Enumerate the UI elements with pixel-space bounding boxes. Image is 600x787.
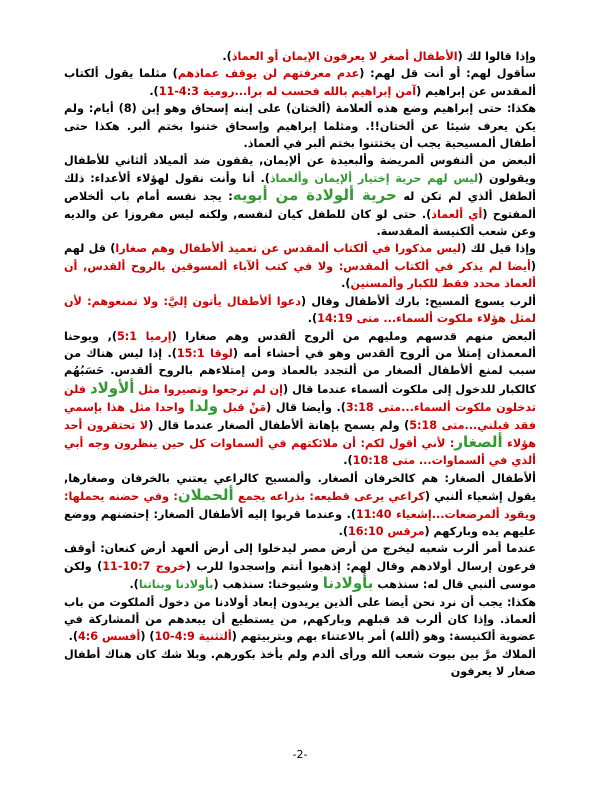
highlighted-text: ألأولاد [89, 378, 135, 397]
body-text: ) ( [140, 630, 155, 644]
paragraph [64, 100, 536, 152]
body-text: ). إذا ليس هناك من سبب لمنع ألأطفال ألصغار من ألتجدد بالعماذ ومن إمتلاءهم بالروح ألقدس. حَسَبُهُم كالكبار للدخول إلى ملكوت ألسماء عندما قال ( [64, 346, 536, 396]
body-text: عندما أمر ألرب شعبه ليخرج من أرض مصر ليدخلوا إلى أرض ألعهد أرض كنعان: أوقف فرعون إرسال أولادهم وقال لهم: إذهبوا أنتم وإسجدوا للرب ( [64, 542, 536, 573]
highlighted-text: أفسس 4:6 [78, 630, 141, 644]
body-text: ). أنا وأنت نقول لهؤلاء ألأعداء: ذلك ألطفل ألذي لم تكن له [64, 171, 536, 204]
page-number: -2- [292, 748, 308, 761]
body-text: ). [222, 50, 232, 63]
body-text: ). [343, 454, 353, 468]
body-text: وإذا قيل لك ( [461, 242, 536, 256]
body-text: ألبعض من ألنفوس ألمريضة وألبعيدة عن ألإيمان, يقفون ضد ألميلاد ألثاني للأطفال ويقولون ( [64, 154, 536, 185]
paragraph [64, 240, 536, 292]
highlighted-text: بأولادنا وبناتنا [138, 578, 214, 592]
body-text: ألبعض منهم قدسهم ومليهم من ألروح ألقدس وهم صغارا ( [171, 329, 536, 343]
highlighted-text: فلن تدخلون ملكوت ألسماء...متى 3:18 [64, 382, 536, 415]
highlighted-text: بأولادنا [322, 574, 374, 593]
highlighted-text: حرية ألولادة من أبويه [232, 186, 397, 205]
body-text: ). [338, 524, 348, 538]
highlighted-text: الأطفال أصغر لا يعرفون الإيمان أو العماذ [231, 50, 458, 63]
body-text: ) ولكن موسى ألنبي قال له: سنذهب [64, 559, 536, 592]
paragraph [64, 293, 536, 328]
highlighted-text: كراعي يرعى قطيعه: بذراعه يجمع [233, 490, 425, 504]
highlighted-text: ليس لهم حرية إختيار ألإيمان وألعماذ [269, 171, 479, 185]
body-text: ألأطفال ألصغار: هم كالخرفان ألصغار. وألمسيح كالراعي يعتني بالخرفان وصغارها, يقول إشعياء ألنبي ( [64, 471, 536, 504]
paragraph [64, 540, 536, 593]
body-text: ). حتى لو كان للطفل كيان لنفسه, ولكنه ليس مفروزا عن والديه وعن شعب ألكنيسة ألمقدسة. [64, 207, 536, 239]
highlighted-text: : لأني أقول لكم: أن ملائكتهم في ألسماوات كل حين ينظرون وجه أبي ألذي في ألسماوات... متى 10:18 [64, 436, 536, 468]
highlighted-text: واحدا مثل هذا بإسمي فقد قبلني...متى 5:18 [64, 401, 537, 432]
highlighted-text: آمن إبراهيم بالله فحسب له برا...رومية 4:3-11 [158, 84, 417, 98]
body-text: ) مثلما يقول ألكتاب ألمقدس عن إبراهيم ( [64, 67, 536, 98]
highlighted-text: إرميا 5:1 [116, 329, 172, 343]
highlighted-text: أي ألعماذ [431, 207, 483, 221]
body-text: ). وأيضا قال ( [266, 401, 346, 415]
body-text: ). [68, 630, 79, 644]
highlighted-text: عدم معرفتهم لن يوقف عماذهم [177, 67, 360, 81]
paragraph [64, 470, 536, 541]
paragraph [64, 646, 536, 681]
highlighted-text: ألحملان [177, 486, 234, 505]
highlighted-text: لوقا 15:1 [176, 346, 233, 360]
highlighted-text: لا تحتقرون أحد هؤلاء [64, 418, 537, 450]
body-text: ). [307, 312, 318, 326]
paragraph [64, 328, 536, 470]
body-text: : يجد نفسه أمام باب ألخلاص ألمفتوح ( [64, 190, 536, 221]
body-text: ). وعندما قربوا إليه ألأطفال ألصغار: إحتضنهم ووضع عليهم يده وباركهم ( [64, 507, 536, 538]
highlighted-text: ألتثنية 4:9-10 [154, 630, 232, 644]
highlighted-text: ألصغار [454, 432, 503, 451]
paragraph [64, 48, 536, 65]
highlighted-text: مرقس 16:10 [347, 524, 425, 538]
body-text: وإذا قالوا لك ( [457, 50, 536, 63]
body-text: ) ولم يسمح بإهانة ألأطفال ألصغار عندما قال ( [148, 418, 410, 432]
body-text: ألملاك مرَّ بين بيوت شعب ألله ورأى ألدم ولم يأخذ بكورهم. وبلا شك كان هناك أطفال صغار لا يعرفون [64, 647, 536, 679]
highlighted-text: مَنْ قبل [218, 401, 267, 415]
highlighted-text: خروج 10:7-11 [102, 559, 186, 573]
highlighted-text: : وفي حضنه يحملها: ويقود ألمرضعات...إشعياء 11:40 [64, 490, 536, 521]
highlighted-text: أيضا لم يذكر في ألكتاب ألمقدس: ولا في كتب ألآباء ألمسوقين بالروح ألقدس, أن ألعماذ محدد فقط للكبار وألمسنين [64, 259, 536, 291]
body-text: ). [149, 84, 159, 98]
body-text: سأقول لهم: أو أنت قل لهم: ( [359, 67, 536, 81]
highlighted-text: ليس مذكورا في ألكتاب ألمقدس عن تعميذ ألأطفال وهم صغارا [115, 242, 462, 256]
body-text: ), ويوحنا ألمعمذان إمتلأ من ألروح ألقدس وهو في أحشاء أمه ( [64, 329, 537, 360]
paragraph [64, 65, 536, 100]
body-text: هكذا: يجب أن نرد نحن أيضا على ألذين يريدون إبعاد أولادنا من دخول ألملكوت من باب ألعماذ. وإذا كان ألرب قد قبلهم وباركهم, من يستطيع أن يبعدهم من ألمشاركة في عضوية ألكنيسة: وهو (ألله) أمر بالاعتناء بهم وبتربيتهم ( [64, 595, 536, 644]
highlighted-text: دعوا ألأطفال يأتون إليَّ: ولا تمنعوهم: لأن لمثل هؤلاء ملكوت ألسماء... متى 14:19 [64, 294, 536, 326]
paragraph [64, 594, 536, 646]
body-text: ) قل لهم ( [64, 242, 536, 273]
document-body [64, 48, 536, 681]
highlighted-text: ولدا [189, 397, 219, 416]
body-text: ). [341, 277, 351, 291]
body-text: ألرب يسوع ألمسيح: بارك ألأطفال وقال ( [301, 294, 536, 308]
body-text: هكذا: حتى إبراهيم وضع هذه ألعلامة (ألختان) على إبنه إسحاق وهو إبن (8) أيام: ولم يكن يعرف شيئا عن ألختان!!. ومثلما إبراهيم وإسحاق ختنوا بختم ألبر. هكذا حتى أطفال ألمسيحية يجب أن يختتنوا بختم ألبر في ألعماذ. [64, 102, 536, 151]
paragraph [64, 152, 536, 240]
highlighted-text: إن لم ترجعوا وتصيروا مثل [134, 382, 283, 396]
body-text: وشيوخنا: سنذهب ( [213, 578, 323, 592]
body-text: ). [129, 578, 139, 592]
